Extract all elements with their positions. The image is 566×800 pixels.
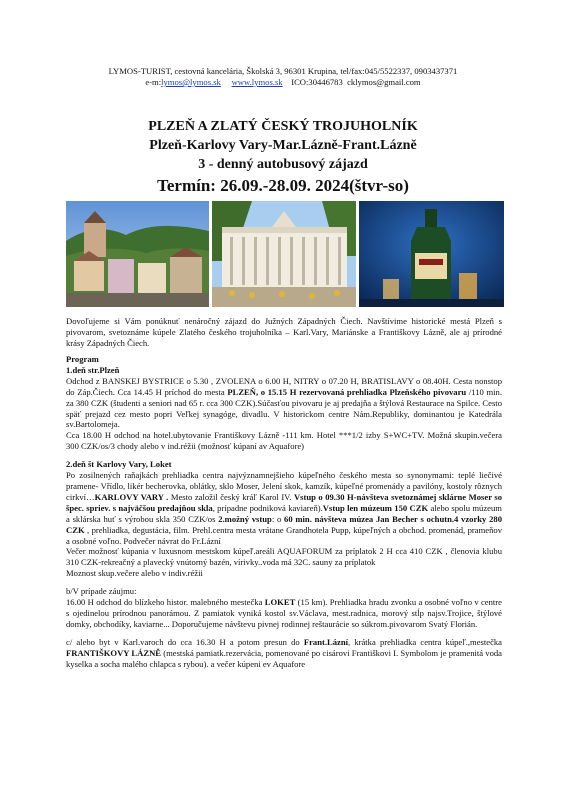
agency-address: LYMOS-TURIST, cestovná kancelária, Školská 3, 96301 Krupina, tel/fax:045/5522337, 0903437371 [108,66,458,76]
intro-text: Dovoľujeme si Vám ponúknuť nenáročný zájazd do Južných Západných Čiech. Navštívime historické mestá Plzeň s pivovarom, svetoznáme kúpele Zlatého českého trojuholníka – Karl.Vary, Mariánske a Františkovy Lázně, ale aj prírodné krásy Západných Čiech. [66,316,502,348]
variant-c-text: c/ alebo byt v Karl.varoch do cca 16.30 H a potom presun do Frant.Lázní, krátka prehliadka centra kúpeľ.,mestečka FRANTIŠKOVY LÁZNĚ (mestská pamiatk.rezervácia, pomenované po cisárovi Františkovi I. Symbolom je pramenitá voda kyselka a socha malého chlapca s rybou). a večer kúpeni ev Aquafore [66,636,502,669]
variant-b-text: 16.00 H odchod do blízkeho histor. malebného mestečka LOKET (15 km). Prehliadka hradu zvonku a osobné voľno v centre s ojedinelou prírodnou panorámou. Z pamiatok vyniká kostol sv.Václava, mest.radnica, morový stĺp najsv.Trojice, štýlové domky, obchodíky, kaviarne... Doporučujeme návštevu pivnej rodinnej reštaurácie so súkrom.pivovarom Svatý Florián. [66,597,502,629]
day1-title: 1.deň str.Plzeň [66,364,120,375]
day1-hotel: Cca 18.00 H odchod na hotel.ubytovanie Františkovy Lázně -111 km. Hotel ***1/2 izby S+WC+TV. Možná skupin.večera 300 CZK/os/3 chody alebo v ind.réžii (možnosť kúpaní av Aquafore) [66,430,502,452]
ico-number: ICO:30446783 [291,77,343,87]
email-prefix: e-m: [145,77,162,87]
route-title: Plzeň-Karlovy Vary-Mar.Lázně-Frant.Lázně [149,138,417,153]
colonnade-photo [212,201,356,307]
becherovka-photo [359,201,504,307]
karlovy-vary-town-photo [66,201,209,307]
day1-text: Odchod z BANSKEJ BYSTRICE o 5.30 , ZVOLENA o 6.00 H, NITRY o 07.20 H, BRATISLAVY o 08.40H. Cesta nonstop do Záp.Čiech. Cca 14.45 H príchod do mesta PLZEŇ, o 15.15 H rezervovaná prehliadka Plzeňského pivovaru /110 min. za 380 CZK (študenti a seniori nad 65 r. cca 300 CZK).Súčasťou pivovaru je aj predajňa a štýlová Restaurace na Spilce. Cesto späť prejazd cez mesto popri Veľkej synagóge, divadlu. V historickom centre Nám.Republiky, dominantou je Katedrála sv.Bartolomeja. [66,375,502,430]
program-heading: Program [66,354,99,364]
trip-dates: Termín: 26.09.-28.09. 2024(štvr-so) [157,176,409,195]
gmail-address: cklymos@gmail.com [347,77,421,87]
intro-paragraph [66,316,502,349]
day2-evening: Večer možnosť kúpania v luxusnom mestskom kúpeľ.areáli AQUAFORUM za príplatok 2 H cca 410 CZK , členovia klubu 310 CZK-rekreačný a plavecký vnútorný bazén, vírivky..voda má 32C. sauny za príplatok [66,546,502,568]
website-link[interactable]: www.lymos.sk [231,77,283,87]
agency-header [0,66,566,88]
day2-dinner: Moznost skup.večere alebo v indiv.réžii [66,568,203,579]
variant-b-title: b/V prípade záujmu: [66,586,137,597]
agency-contacts [0,77,566,88]
day2-title: 2.deň št Karlovy Vary, Loket [66,459,172,470]
page-title: PLZEŇ A ZLATÝ ČESKÝ TROJUHOLNÍK [148,119,418,134]
program-section [66,354,502,669]
email-link[interactable]: lymos@lymos.sk [161,77,221,87]
photo-strip [66,201,504,307]
trip-type: 3 - denný autobusový zájazd [198,157,368,172]
day2-text: Po zosilnených raňajkách prehliadka centra najvýznamnejšieho kúpeľného českého mesta so synonymami: teplé liečivé pramene- Vřídlo, likér becherovka, oblátky, sklo Moser, Jelení skok, kamzík, kúpeľné promenády a pavilóny, kostoly rôznych cirkví…KARLOVY VARY . Mesto založil český kráľ Karol IV. Vstup o 09.30 H-návšteva svetoznámej sklárne Moser so špec. spriev. s najväčšou predajňou skla, prípadne podniková kaviareň).Vstup len múzeum 150 CZK alebo spolu múzeum a sklárska huť s výrobou skla 350 CZK/os 2.možný vstup: o 60 min. návšteva múzea Jan Becher s ochutn.4 vzorky 280 CZK , prehliadka, degustácia, film. Prehl.centra mesta vrátane Grandhotela Pupp, kúpeľných a obchod. promenád, prameňov a osobné voľno. Podvečer návrat do Fr.Lázní [66,470,502,546]
